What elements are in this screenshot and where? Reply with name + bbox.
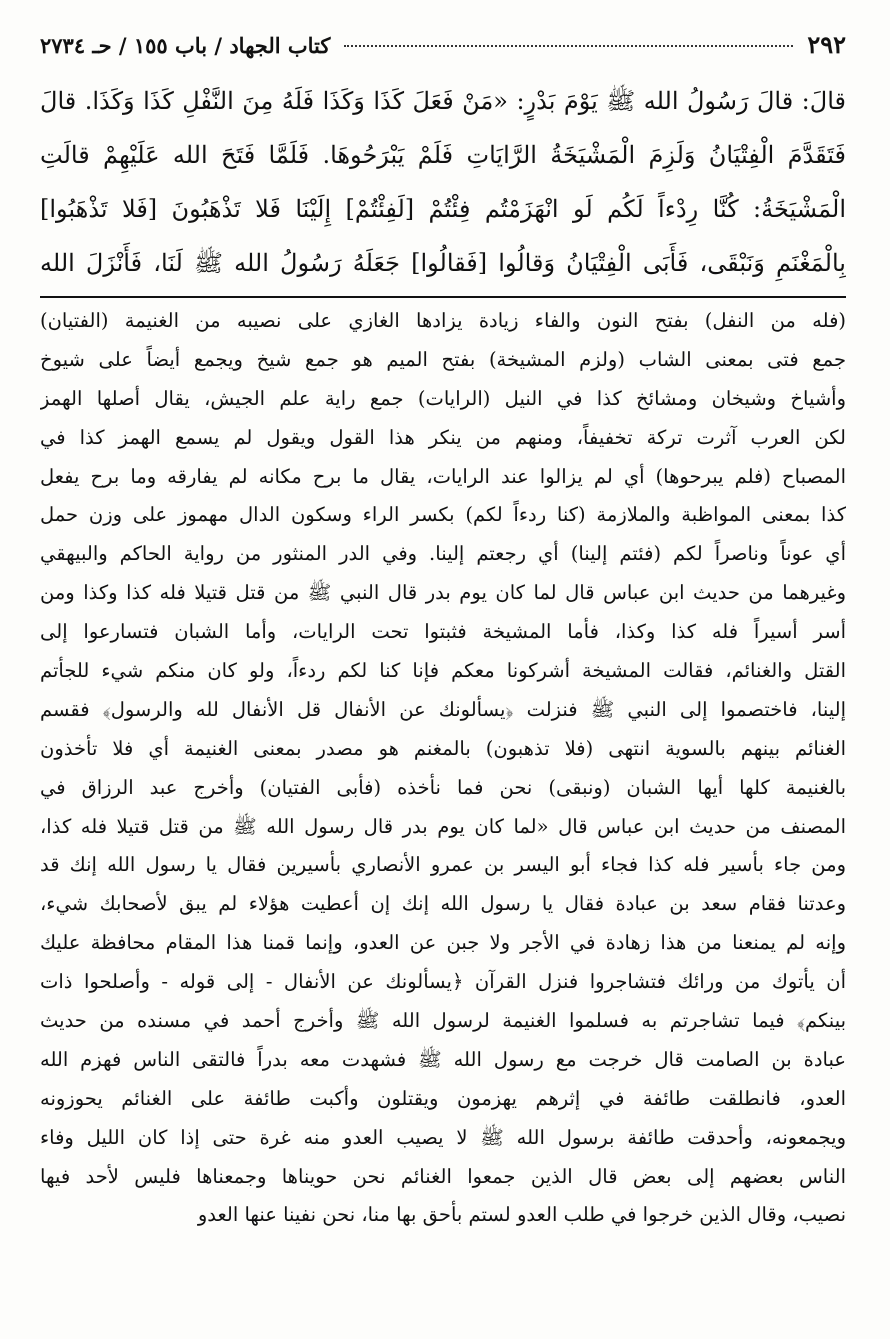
- section-divider: [40, 296, 846, 298]
- note-line: أن يأتوك من ورائك فتشاجروا فنزل القرآن ﴿يسألونك عن الأنفال - إلى قوله - وأصلحوا ذات: [40, 970, 846, 994]
- running-title: كتاب الجهاد / باب ١٥٥ / حـ ٢٧٣٤: [40, 33, 331, 58]
- note-line: أسر أسيراً فله كذا وكذا، فأما المشيخة فثبتوا تحت الرايات، وأما الشبان فتسارعوا إلى: [40, 620, 846, 644]
- note-line: إلينا، فاختصموا إلى النبي ﷺ فنزلت ﴿يسألونك عن الأنفال قل الأنفال لله والرسول﴾ فقسم: [40, 697, 846, 721]
- note-line: بالغنيمة كلها أيها الشبان (ونبقى) نحن فما نأخذه (فأبى الفتيان) وأخرج عبد الرزاق في: [40, 775, 846, 799]
- commentary-notes: [40, 302, 846, 1235]
- note-line: الغنائم بينهم بالسوية انتهى (فلا تذهبون) بالمغنم هو مصدر بمعنى الغنيمة أي فلا تأخذون: [40, 736, 846, 760]
- note-line: الناس بعضهم إلى بعض قال الذين جمعوا الغنائم نحن حويناها وجمعناها فليس لأحد فيها: [40, 1164, 846, 1188]
- hadith-line: بِالْمَغْنَمِ وَنَبْقَى، فَأَبَى الْفِتْيَانُ وَقالُوا [فَقالُوا] جَعَلَهُ رَسُولُ الله ﷺ لَنَا، فَأَنْزَلَ الله: [40, 249, 846, 277]
- note-line: وإنه لم يمنعنا من هذا زهادة في الأجر ولا جبن عن العدو، وإنما قمنا هذا المقام محافظة عليك: [40, 931, 846, 955]
- note-line: وعدتنا فقام سعد بن عبادة فقال يا رسول الله إنك إن أعطيت هؤلاء لم يبق لأصحابك شيء،: [40, 892, 846, 916]
- note-line: نصيب، وقال الذين خرجوا في طلب العدو لستم بأحق بها منا، نحن نفينا عنها العدو: [197, 1203, 846, 1227]
- page-number: ٢٩٢: [807, 30, 846, 59]
- note-line: المصباح (فلم يبرحوها) أي لم يزالوا عند الرايات، يقال ما برح مكانه لم يفارقه وما برح يفعل: [40, 464, 846, 488]
- note-line: لكن العرب آثرت تركة تخفيفاً، ومنهم من ينكر هذا القول ويقول لم يسمع الهمز كذا في: [40, 425, 846, 449]
- note-line: وغيرهما من حديث ابن عباس قال لما كان يوم بدر قال النبي ﷺ من قتل قتيلا فله كذا وكذا ومن: [40, 581, 846, 605]
- note-line: وأشياخ وشيخان ومشائخ كذا في النيل (الرايات) جمع راية علم الجيش، يقال أصلها الهمز: [40, 386, 846, 410]
- note-line: بينكم﴾ فيما تشاجرتم به فسلموا الغنيمة لرسول الله ﷺ وأخرج أحمد في مسنده من حديث: [40, 1009, 846, 1033]
- note-line: (فله من النفل) بفتح النون والفاء زيادة يزادها الغازي على نصيبه من الغنيمة (الفتيان): [40, 309, 846, 332]
- note-line: عبادة بن الصامت قال خرجت مع رسول الله ﷺ فشهدت معه بدراً فالتقى الناس فهزم الله: [40, 1047, 846, 1071]
- note-line: المصنف من حديث ابن عباس قال «لما كان يوم بدر قال رسول الله ﷺ من قتل قتيلا فله كذا،: [40, 814, 846, 838]
- header-dotted-leader: [344, 45, 793, 47]
- hadith-line: الْمَشْيَخَةُ: كُنَّا رِدْءاً لَكُم لَو انْهَزَمْتُم فِئْتُمْ [لَفِئْتُمْ] إِلَيْنَا فَلا تَذْهَبُونَ [فَلا تَذْهَبُوا]: [40, 195, 846, 223]
- note-line: أي عوناً وناصراً لكم (فئتم إلينا) أي رجعتم إلينا. وفي الدر المنثور من رواية الحاكم والبيهقي: [40, 542, 846, 566]
- note-line: كذا بمعنى المواظبة والملازمة (كنا ردءاً لكم) بكسر الراء وسكون الدال مهموز على وزن حمل: [40, 503, 846, 527]
- note-line: العدو، فانطلقت طائفة في إثرهم يهزمون ويقتلون وأكبت طائفة على الغنائم يحوزونه: [40, 1086, 846, 1110]
- note-line: جمع فتى بمعنى الشاب (ولزم المشيخة) بفتح الميم هو جمع شيخ ويجمع أيضاً على شيوخ: [40, 347, 846, 371]
- hadith-line: فَتَقَدَّمَ الْفِتْيَانُ وَلَزِمَ الْمَشْيَخَةُ الرَّايَاتِ فَلَمْ يَبْرَحُوهَا. فَلَمَّا فَتَحَ الله عَلَيْهِمْ قالَتِ: [40, 141, 846, 169]
- hadith-line: قالَ: قالَ رَسُولُ الله ﷺ يَوْمَ بَدْرٍ: «مَنْ فَعَلَ كَذَا وَكَذَا فَلَهُ مِنَ النَّفْلِ كَذَا وَكَذَا. قالَ: [40, 87, 846, 115]
- note-line: ويجمعونه، وأحدقت طائفة برسول الله ﷺ لا يصيب العدو منه غرة حتى إذا كان الليل وفاء: [40, 1125, 846, 1149]
- note-line: ومن جاء بأسير فله كذا فجاء أبو اليسر بن عمرو الأنصاري بأسيرين فقال يا رسول الله إنك قد: [40, 853, 846, 877]
- note-line: القتل والغنائم، فقالت المشيخة أشركونا معكم فإنا كنا لكم ردءاً، ولو كان منكم شيء للجأتم: [40, 659, 846, 683]
- hadith-text: [40, 74, 846, 290]
- page-header: [40, 30, 846, 64]
